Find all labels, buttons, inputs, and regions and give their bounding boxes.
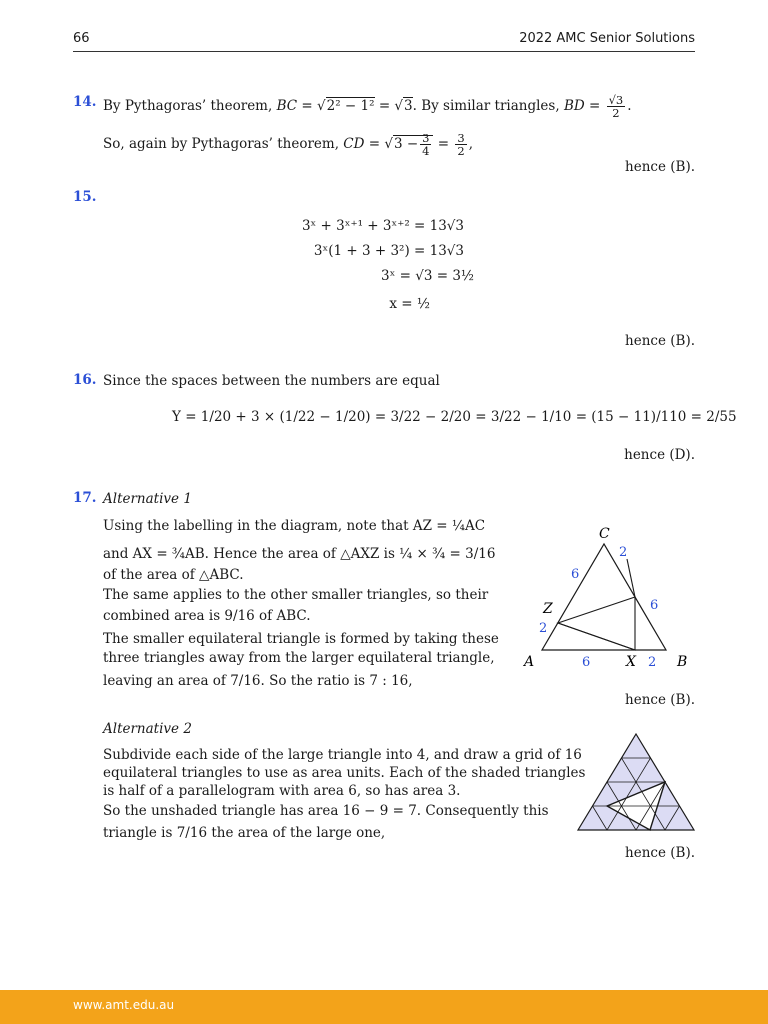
side-length-xb: 2 — [648, 655, 657, 670]
q17-alt1-line-7: three triangles away from the larger equilateral triangle, — [103, 650, 495, 666]
side-length-cb: 6 — [650, 598, 659, 613]
q14-cd: CD — [343, 136, 365, 152]
side-length-ax: 6 — [582, 655, 591, 670]
side-length-za: 2 — [539, 621, 548, 636]
q15-answer: hence (B). — [625, 333, 695, 349]
q14-bd-den: 2 — [612, 106, 620, 120]
vertex-label-z: Z — [543, 601, 553, 617]
page-number: 66 — [73, 31, 90, 46]
q16-intro: Since the spaces between the numbers are equal — [103, 373, 440, 389]
header-rule — [73, 51, 695, 52]
document-title: 2022 AMC Senior Solutions — [519, 31, 695, 46]
side-length-cz-top: 2 — [619, 545, 628, 560]
footer-url[interactable]: www.amt.edu.au — [73, 998, 175, 1012]
inner-connector-triangle — [558, 597, 635, 650]
q14-sqrt3: 3 — [404, 98, 413, 114]
q14-line-2: So, again by Pythagoras’ theorem, CD = √3 − $\frac{3}{4}$ = $\frac{3}{2}$ , — [103, 131, 474, 158]
side-length-ca: 6 — [571, 567, 580, 582]
q17-alt2-title: Alternative 2 — [103, 721, 192, 737]
z-to-x-segment — [558, 623, 635, 650]
q17-alt2-line-4: So the unshaded triangle has area 16 − 9 = 7. Consequently this — [103, 803, 549, 819]
q17-alt2-line-5: triangle is 7/16 the area of the large one, — [103, 825, 386, 841]
vertex-label-a: A — [524, 654, 535, 670]
q14-rad2-a: 3 − — [393, 136, 419, 152]
q17-alt1-line-8: leaving an area of 7/16. So the ratio is 7 : 16, — [103, 673, 413, 689]
triangle-grid-diagram — [574, 732, 698, 834]
q14-bc: BC — [276, 98, 298, 114]
q17-alt2-line-3: is half of a parallelogram with area 6, so has area 3. — [103, 783, 461, 799]
q17-alt1-title: Alternative 1 — [103, 491, 192, 507]
q14-answer: hence (B). — [625, 159, 695, 175]
footer-band — [0, 990, 768, 1024]
question-14-number: 14. — [73, 94, 97, 110]
vertex-label-x: X — [626, 654, 636, 670]
q15-eq-line-2: 3ˣ(1 + 3 + 3²) = 13√3 — [313, 243, 464, 259]
q17-alt2-line-1: Subdivide each side of the large triangle into 4, and draw a grid of 16 — [103, 747, 582, 763]
q17-alt1-line-1: Using the labelling in the diagram, note that AZ = ¼AC — [103, 518, 486, 534]
q14-line-1: By Pythagoras’ theorem, BC = √2² − 1² = √3. By similar triangles, BD = $\frac{√3}{2}$ . — [103, 93, 632, 120]
q14-res-num: 3 — [457, 131, 465, 145]
q17-alt1-line-4: The same applies to the other smaller triangles, so their — [103, 587, 489, 603]
q14-rad2-den: 4 — [422, 144, 430, 158]
q14-text-a: By Pythagoras’ theorem, — [103, 98, 273, 114]
q15-eq-line-1: 3ˣ + 3ˣ⁺¹ + 3ˣ⁺² = 13√3 — [301, 218, 464, 234]
q15-eq-line-4: x = ½ — [389, 296, 430, 312]
question-17-number: 17. — [73, 490, 97, 506]
q14-eq-2: = — [378, 98, 391, 114]
q17-alt1-line-2: and AX = ¾AB. Hence the area of △AXZ is ¼ × ¾ = 3/16 — [103, 546, 496, 562]
vertex-label-b: B — [677, 654, 688, 670]
question-15-number: 15. — [73, 189, 97, 205]
q14-res-den: 2 — [457, 144, 465, 158]
q17-alt1-line-6: The smaller equilateral triangle is formed by taking these — [103, 631, 499, 647]
q15-eq-line-3: 3ˣ = √3 = 3½ — [381, 268, 474, 284]
q17-alt1-line-5: combined area is 9/16 of ABC. — [103, 608, 311, 624]
q14-rad2-fraction — [420, 132, 431, 157]
q17-alt2-answer: hence (B). — [625, 845, 695, 861]
q17-alt1-answer: hence (B). — [625, 692, 695, 708]
q14-radicand: 2² − 1² — [326, 98, 375, 114]
outer-triangle — [542, 544, 666, 650]
q14-rad2-num: 3 — [422, 131, 430, 145]
q17-alt1-line-3: of the area of △ABC. — [103, 567, 244, 583]
q14-bd-fraction — [607, 94, 626, 119]
q17-alt2-line-2: equilateral triangles to use as area units. Each of the shaded triangles — [103, 765, 586, 781]
q14-cd-radicand — [393, 131, 434, 158]
q16-equation: Y = 1/20 + 3 × (1/22 − 1/20) = 3/22 − 2/20 = 3/22 − 1/10 = (15 − 11)/110 = 2/55 — [172, 409, 737, 425]
q16-answer: hence (D). — [624, 447, 695, 463]
q14-bd-num: √3 — [608, 93, 624, 107]
q14-text-b: . By similar triangles, — [412, 98, 560, 114]
q14-text-c: So, again by Pythagoras’ theorem, — [103, 136, 339, 152]
page-header — [73, 31, 695, 49]
q14-eq: = — [301, 98, 313, 114]
q14-comma: , — [468, 136, 474, 152]
q14-bd: BD — [563, 98, 585, 114]
q14-cd-result — [455, 132, 466, 157]
triangle-diagram-labelled — [510, 520, 700, 680]
question-16-number: 16. — [73, 372, 97, 388]
vertex-label-c: C — [599, 526, 610, 542]
